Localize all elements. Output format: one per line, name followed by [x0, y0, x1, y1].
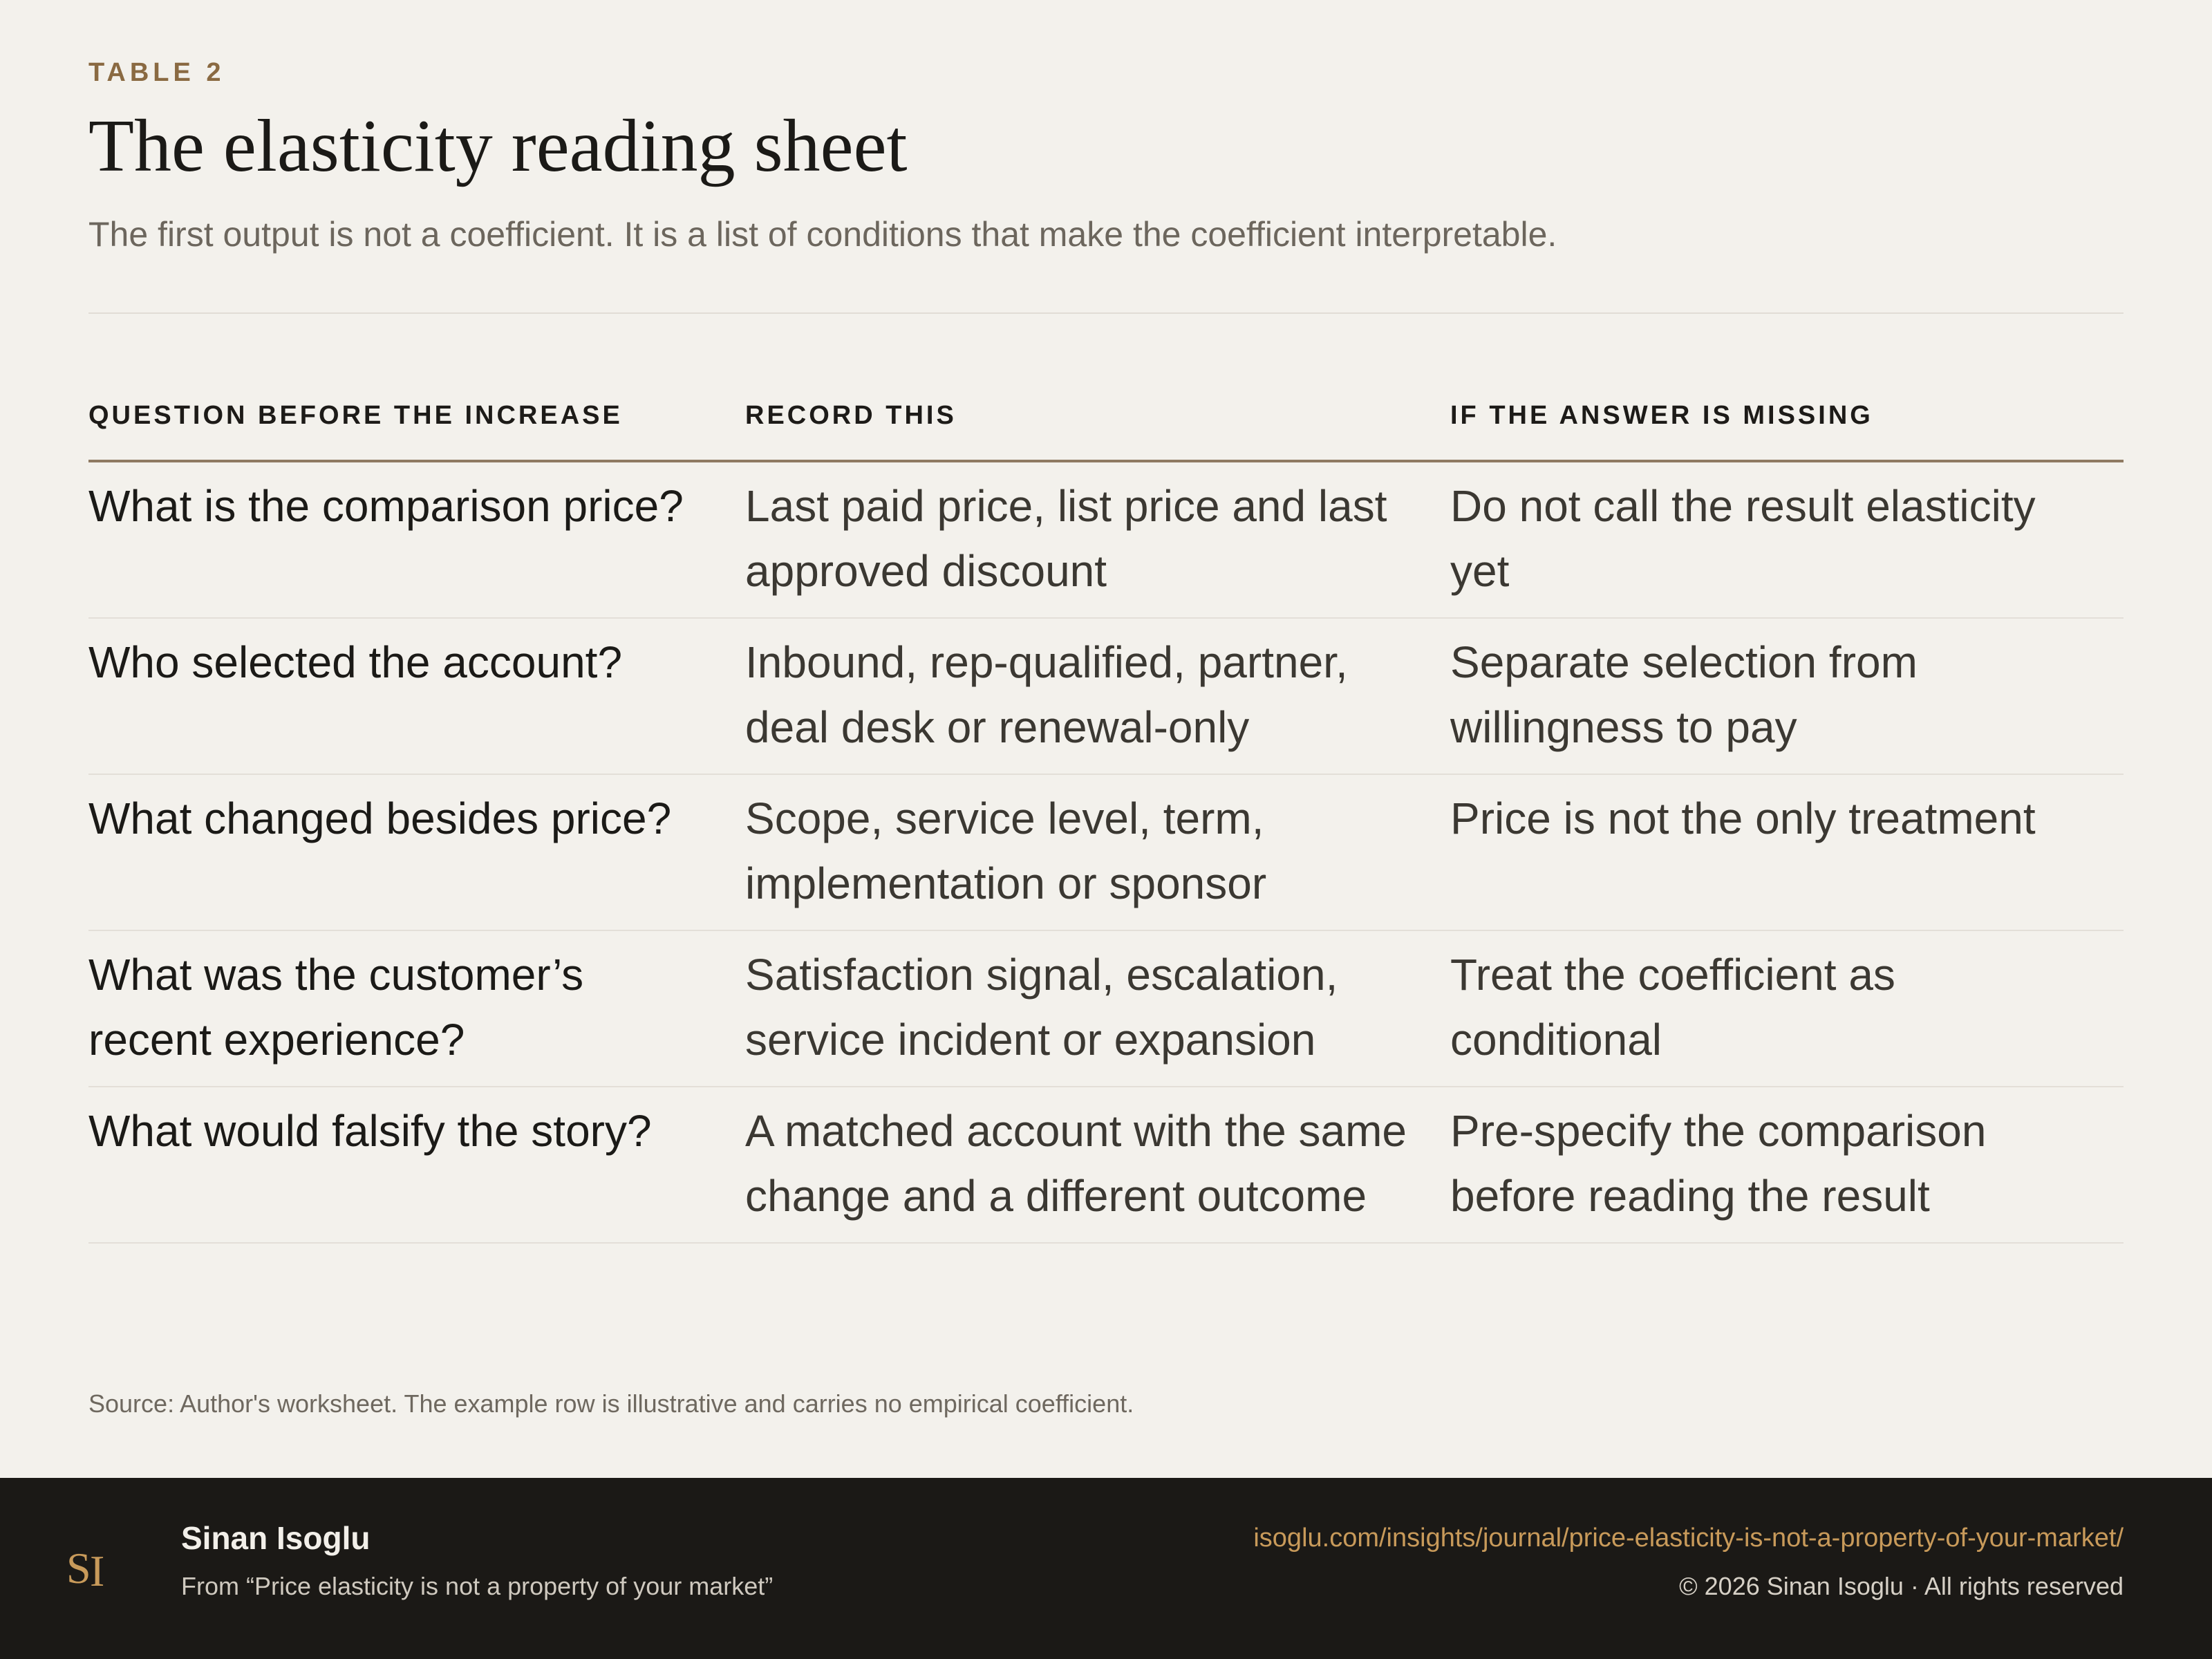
cell-record: Last paid price, list price and last approved discount — [745, 461, 1450, 618]
page-title: The elasticity reading sheet — [88, 105, 908, 187]
table-header-row — [88, 401, 2124, 461]
source-note: Source: Author's worksheet. The example row is illustrative and carries no empirical coefficient. — [88, 1389, 1134, 1418]
cell-missing: Separate selection from willingness to pay — [1450, 618, 2124, 774]
cell-question: What would falsify the story? — [88, 1087, 745, 1243]
svg-text:S: S — [66, 1544, 91, 1593]
table-row — [88, 1087, 2124, 1243]
cell-question: What was the customer’s recent experience? — [88, 930, 745, 1087]
cell-missing: Pre-specify the comparison before reading the result — [1450, 1087, 2124, 1243]
table-row — [88, 461, 2124, 618]
reading-sheet-table — [88, 401, 2124, 1244]
svg-text:I: I — [90, 1546, 105, 1595]
footer — [0, 1478, 2212, 1659]
table-row — [88, 930, 2124, 1087]
page-subtitle: The first output is not a coefficient. It is a list of conditions that make the coefficient interpretable. — [88, 215, 1557, 254]
cell-question: Who selected the account? — [88, 618, 745, 774]
article-reference: From “Price elasticity is not a property of your market” — [181, 1572, 774, 1600]
cell-missing: Do not call the result elasticity yet — [1450, 461, 2124, 618]
table-label: TABLE 2 — [88, 58, 225, 87]
logo-monogram-icon — [64, 1540, 119, 1595]
column-header-record: RECORD THIS — [745, 401, 1450, 461]
cell-record: Satisfaction signal, escalation, service incident or expansion — [745, 930, 1450, 1087]
author-name: Sinan Isoglu — [181, 1520, 371, 1556]
article-link[interactable]: isoglu.com/insights/journal/price-elasticity-is-not-a-property-of-your-market/ — [1253, 1524, 2124, 1553]
cell-missing: Price is not the only treatment — [1450, 774, 2124, 930]
cell-question: What changed besides price? — [88, 774, 745, 930]
cell-record: Inbound, rep-qualified, partner, deal desk or renewal-only — [745, 618, 1450, 774]
column-header-question: QUESTION BEFORE THE INCREASE — [88, 401, 745, 461]
cell-record: A matched account with the same change and a different outcome — [745, 1087, 1450, 1243]
cell-missing: Treat the coefficient as conditional — [1450, 930, 2124, 1087]
table-row — [88, 774, 2124, 930]
column-header-missing: IF THE ANSWER IS MISSING — [1450, 401, 2124, 461]
copyright: © 2026 Sinan Isoglu · All rights reserved — [1679, 1572, 2124, 1600]
cell-record: Scope, service level, term, implementation or sponsor — [745, 774, 1450, 930]
table-row — [88, 618, 2124, 774]
divider — [88, 312, 2124, 314]
cell-question: What is the comparison price? — [88, 461, 745, 618]
